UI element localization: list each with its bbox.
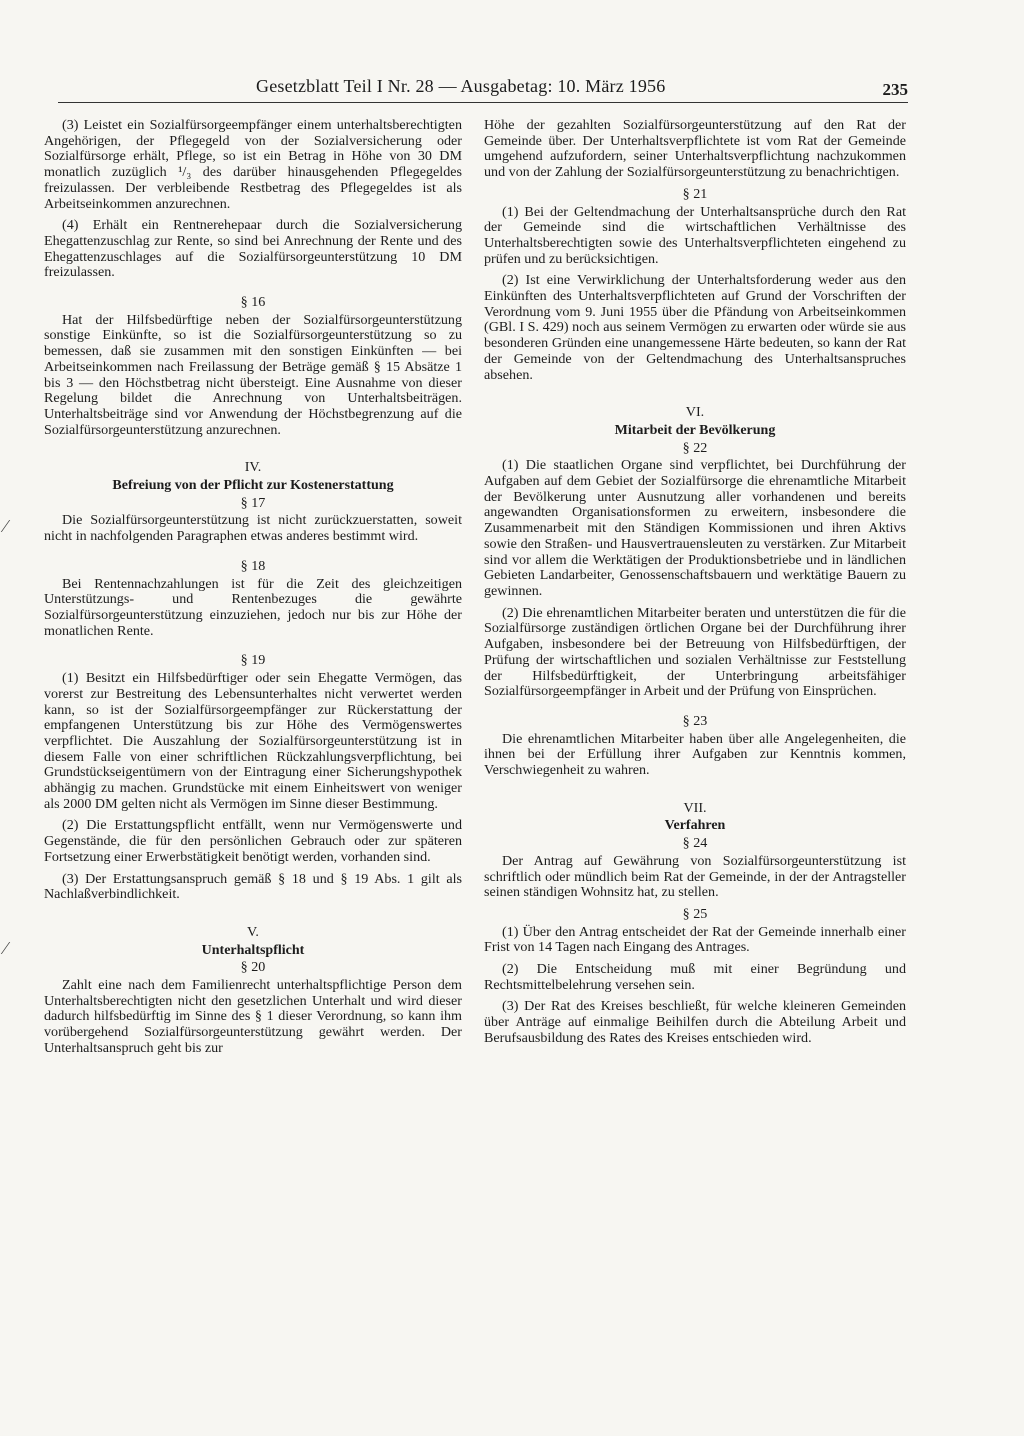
paragraph: (2) Ist eine Verwirklichung der Unterhaltsforderung weder aus den Einkünften des Unterhaltsverpflichteten auf Grund der Vorschriften der Verordnung vom 9. Juni 1955 über die Pfändung von Arbeitseinkommen (GBl. I S. 429) noch aus seinem Vermögen zu erwarten oder würde sie aus besonderen Gründen eine unangemessene Härte bedeuten, so kann der Rat der Gemeinde von der Geltendmachung des Unterhaltsanspruches absehen.	[484, 272, 906, 383]
section-number: § 20	[240, 959, 266, 976]
paragraph: (4) Erhält ein Rentnerehepaar durch die Sozialversicherung Ehegattenzuschlag zur Rente, so sind bei Anrechnung der Rente und des Ehegattenzuschlages auf die Sozialfürsorgeunterstützung 10 DM freizulassen.	[44, 217, 462, 281]
section-number: § 24	[682, 835, 708, 852]
paragraph: Bei Rentennachzahlungen ist für die Zeit des gleichzeitigen Unterstützungs- und Rentenbezuges die gewährte Sozialfürsorgeunterstützung einzuziehen, jedoch nur bis zur Höhe der monatlichen Rente.	[44, 575, 462, 639]
paragraph: Höhe der gezahlten Sozialfürsorgeunterstützung auf den Rat der Gemeinde über. Der Unterhaltsverpflichtete ist vom Rat der Gemeinde umgehend aufzufordern, seiner Unterhaltsverpflichtung nachzukommen und von der Zahlung der Sozialfürsorgeunterstützung zu benachrichtigen.	[484, 117, 906, 181]
paragraph: (1) Bei der Geltendmachung der Unterhaltsansprüche durch den Rat der Gemeinde sind die wirtschaftlichen Verhältnisse des Unterhaltsberechtigten sowie des Unterhaltsverpflichteten eingehend zu prüfen und zu berücksichtigen.	[484, 203, 906, 267]
chapter-heading: Mitarbeit der Bevölkerung	[614, 422, 776, 438]
section-number: § 23	[682, 712, 708, 729]
margin-mark: ⁄	[4, 938, 8, 958]
chapter-heading: Unterhaltspflicht	[201, 942, 305, 958]
page-header	[58, 76, 908, 100]
chapter-number: V.	[247, 923, 259, 940]
section-number: § 19	[240, 652, 266, 669]
page-title: Gesetzblatt Teil I Nr. 28 — Ausgabetag: 10. März 1956	[256, 76, 666, 96]
paragraph: Der Antrag auf Gewährung von Sozialfürsorgeunterstützung ist schriftlich oder mündlich beim Rat der Gemeinde, in der der Antragsteller seinen ständigen Wohnsitz hat, zu stellen.	[484, 852, 906, 901]
section-number: § 21	[682, 185, 708, 202]
paragraph: (3) Der Erstattungsanspruch gemäß § 18 und § 19 Abs. 1 gilt als Nachlaßverbindlichkeit.	[44, 870, 462, 903]
paragraph: (3) Der Rat des Kreises beschließt, für welche kleineren Gemeinden über Anträge auf einmalige Beihilfen durch die Abteilung Arbeit und Berufsausbildung des Rates des Kreises entschieden wird.	[484, 998, 906, 1046]
section-number: § 25	[682, 905, 708, 922]
section-number: § 17	[240, 494, 266, 511]
right-column	[484, 118, 906, 1053]
left-column	[44, 118, 462, 1063]
section-number: § 16	[240, 294, 266, 311]
chapter-number: VII.	[683, 799, 707, 816]
margin-mark: ⁄	[4, 516, 8, 536]
section-number: § 18	[240, 557, 266, 574]
chapter-number: VI.	[685, 404, 705, 421]
paragraph: Hat der Hilfsbedürftige neben der Sozialfürsorgeunterstützung sonstige Einkünfte, so ist die Sozialfürsorgeunterstützung so zu bemessen, daß sie zusammen mit den sonstigen Einkünften — bei Arbeitseinkommen nach Freilassung der Beträge gemäß § 15 Absätze 1 bis 3 — den Höchstbetrag nicht übersteigt. Eine Ausnahme von dieser Regelung bildet die Anrechnung von Unterhaltsbeiträgen. Unterhaltsbeiträge sind vor Anwendung der Höchstbegrenzung auf die Sozialfürsorgeunterstützung anzurechnen.	[44, 311, 462, 438]
page-number: 235	[882, 80, 908, 99]
chapter-heading: Verfahren	[664, 818, 726, 834]
paragraph: (1) Die staatlichen Organe sind verpflichtet, bei Durchführung der Aufgaben auf dem Gebiet der Sozialfürsorge die ehrenamtliche Mitarbeit der Bevölkerung unter Ausnutzung aller vorhandenen und bereits angewandten Organisationsformen zu erweitern, insbesondere die Zusammenarbeit mit den Ständigen Kommissionen und ihren Aktivs sowie den Straßen- und Hausvertrauensleuten zu verstärken. Zur Mitarbeit sind vor allem die Werktätigen der Produktionsbetriebe und in ländlichen Gebieten Landarbeiter, Genossenschaftsbauern und werktätige Bauern zu gewinnen.	[484, 457, 906, 599]
header-rule	[58, 102, 908, 103]
paragraph: (2) Die ehrenamtlichen Mitarbeiter beraten und unterstützen die für die Sozialfürsorge zuständigen örtlichen Organe bei der Durchführung ihrer Aufgaben, insbesondere bei der Betreuung von Hilfsbedürftigen, der Prüfung der wirtschaftlichen und sozialen Verhältnisse zur Feststellung der Hilfsbedürftigkeit, der Unterbringung arbeitsfähiger Sozialfürsorgeempfänger in Arbeit und der Prüfung von Einsprüchen.	[484, 604, 906, 700]
paragraph: Die Sozialfürsorgeunterstützung ist nicht zurückzuerstatten, soweit nicht in nachfolgenden Paragraphen etwas anderes bestimmt wird.	[44, 512, 462, 545]
paragraph: (1) Besitzt ein Hilfsbedürftiger oder sein Ehegatte Vermögen, das vorerst zur Bestreitung des Lebensunterhaltes nicht verwertet werden kann, so ist der Sozialfürsorgeempfänger zur Rückerstattung der empfangenen Unterstützung bis zur Höhe des Vermögenswertes verpflichtet. Die Auszahlung der Sozialfürsorgeunterstützung ist in diesem Falle von einer schriftlichen Rückzahlungsverpflichtung, bei Grundstückseigentümern von der Eintragung einer Sicherungshypothek abhängig zu machen. Grundstücke mit einem Einheitswert von weniger als 2000 DM gelten nicht als Vermögen im Sinne dieser Bestimmung.	[44, 670, 462, 812]
section-number: § 22	[682, 439, 708, 456]
paragraph: Zahlt eine nach dem Familienrecht unterhaltspflichtige Person dem Unterhaltsberechtigten nicht den gesetzlichen Unterhalt und wird dieser dadurch hilfsbedürftig im Sinne des § 1 dieser Verordnung, so kann ihm vorübergehend Sozialfürsorgeunterstützung gewährt werden. Der Unterhaltsanspruch geht bis zur	[44, 977, 462, 1056]
chapter-heading: Befreiung von der Pflicht zur Kostenerstattung	[112, 478, 394, 494]
paragraph: (2) Die Erstattungspflicht entfällt, wenn nur Vermögenswerte und Gegenstände, die für den persönlichen Gebrauch oder zur späteren Fortsetzung einer Erwerbstätigkeit benötigt werden, vorhanden sind.	[44, 817, 462, 865]
paragraph: (3) Leistet ein Sozialfürsorgeempfänger einem unterhaltsberechtigten Angehörigen, der Pflegegeld von der Sozialversicherung oder Sozialfürsorge erhält, Pflege, so ist ein Betrag in Höhe von 30 DM monatlich zuzüglich ¹/₃ des darüber hinausgehenden Pflegegeldes freizulassen. Der verbleibende Restbetrag des Pflegegeldes ist als Arbeitseinkommen anzurechnen.	[44, 117, 462, 212]
paragraph: Die ehrenamtlichen Mitarbeiter haben über alle Angelegenheiten, die ihnen bei der Erfüllung ihrer Aufgaben zur Kenntnis kommen, Verschwiegenheit zu wahren.	[484, 730, 906, 779]
chapter-number: IV.	[244, 459, 262, 476]
paragraph: (1) Über den Antrag entscheidet der Rat der Gemeinde innerhalb einer Frist von 14 Tagen nach Eingang des Antrages.	[484, 923, 906, 956]
paragraph: (2) Die Entscheidung muß mit einer Begründung und Rechtsmittelbelehrung versehen sein.	[484, 961, 906, 993]
